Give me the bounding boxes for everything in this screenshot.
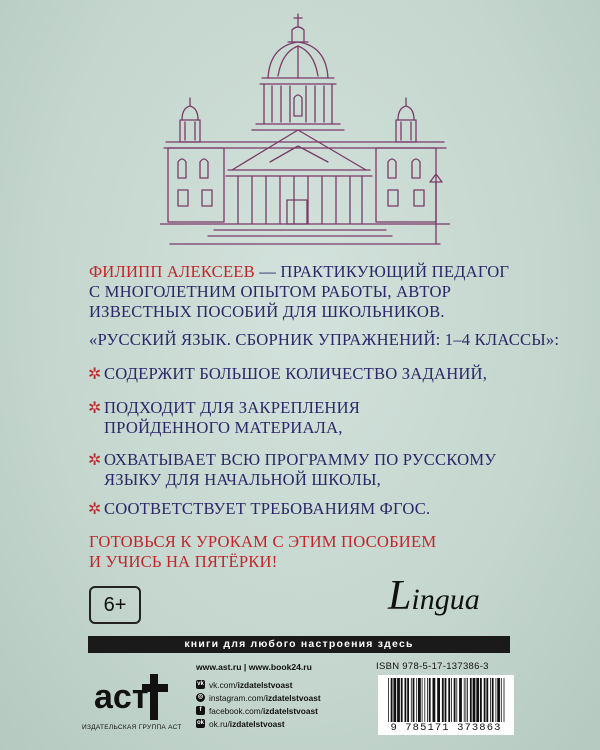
lingua-logo-initial: L bbox=[388, 573, 412, 619]
publisher-websites[interactable]: www.ast.ru | www.book24.ru bbox=[196, 662, 312, 672]
barcode-bar bbox=[473, 678, 476, 722]
barcode-bar bbox=[492, 678, 494, 722]
barcode-bar bbox=[459, 678, 462, 722]
barcode-bar bbox=[470, 678, 472, 722]
barcode-bar bbox=[496, 678, 497, 722]
barcode-bar bbox=[454, 678, 456, 722]
lingua-imprint-logo bbox=[388, 572, 480, 620]
barcode-bar bbox=[464, 678, 465, 722]
feature-3-line-2: ЯЗЫКУ ДЛЯ НАЧАЛЬНОЙ ШКОЛЫ, bbox=[104, 470, 381, 489]
barcode-bar bbox=[497, 678, 500, 722]
social-link-vk[interactable]: vk vk.com/ izdatelstvoast bbox=[197, 679, 293, 690]
bio-line-2: С МНОГОЛЕТНИМ ОПЫТОМ РАБОТЫ, АВТОР bbox=[89, 282, 452, 301]
barcode-bars bbox=[386, 678, 506, 722]
author-name: ФИЛИПП АЛЕКСЕЕВ bbox=[89, 262, 255, 281]
cta-line-1: ГОТОВЬСЯ К УРОКАМ С ЭТИМ ПОСОБИЕМ bbox=[89, 532, 437, 551]
bullet-star-icon: ✲ bbox=[88, 364, 102, 383]
bullet-star-icon: ✲ bbox=[88, 450, 102, 469]
vk-icon: vk bbox=[197, 681, 204, 687]
barcode-bar bbox=[433, 678, 436, 722]
barcode-bar bbox=[422, 678, 423, 722]
barcode-bar bbox=[448, 678, 450, 722]
feature-4-line-1: СООТВЕТСТВУЕТ ТРЕБОВАНИЯМ ФГОС. bbox=[104, 499, 431, 518]
lingua-logo-rest: ingua bbox=[411, 583, 480, 616]
barcode-bar bbox=[397, 678, 400, 722]
instagram-icon: ◎ bbox=[197, 694, 204, 700]
book-title-line: «РУССКИЙ ЯЗЫК. СБОРНИК УПРАЖНЕНИЙ: 1–4 КЛАССЫ»: bbox=[89, 330, 560, 349]
isbn-digits: 9 785171 373863 bbox=[390, 722, 502, 734]
barcode-bar bbox=[466, 678, 467, 722]
barcode-bar bbox=[442, 678, 444, 722]
isbn-label: ISBN 978-5-17-137386-3 bbox=[376, 661, 489, 672]
barcode-bar bbox=[445, 678, 447, 722]
feature-1-line-1: СОДЕРЖИТ БОЛЬШОЕ КОЛИЧЕСТВО ЗАДАНИЙ, bbox=[104, 364, 488, 383]
barcode-bar bbox=[451, 678, 452, 722]
tagline-text: книги для любого настроения здесь bbox=[184, 638, 414, 650]
social-link-facebook[interactable]: f facebook.com/ izdatelstvoast bbox=[196, 704, 321, 717]
barcode-bar bbox=[424, 678, 425, 722]
barcode-bar bbox=[501, 678, 502, 722]
publisher-links bbox=[196, 662, 321, 730]
barcode-bar bbox=[405, 678, 407, 722]
social-link-odnoklassniki[interactable]: ok ok.ru/ izdatelstvoast bbox=[196, 718, 285, 729]
barcode-bar bbox=[413, 678, 415, 722]
odnoklassniki-icon: ok bbox=[196, 720, 204, 726]
barcode-bar bbox=[490, 678, 491, 722]
barcode-bar bbox=[467, 678, 468, 722]
social-link-instagram[interactable]: ◎ instagram.com/ izdatelstvoast bbox=[197, 692, 321, 703]
barcode-bar bbox=[418, 678, 421, 722]
bio-line-1 bbox=[89, 262, 509, 282]
barcode-bar bbox=[504, 678, 505, 722]
feature-3-line-1: ОХВАТЫВАЕТ ВСЮ ПРОГРАММУ ПО РУССКОМУ bbox=[104, 450, 497, 469]
barcode-bar bbox=[388, 678, 389, 722]
barcode-bar bbox=[393, 678, 396, 722]
bio-line-1-rest: — ПРАКТИКУЮЩИЙ ПЕДАГОГ bbox=[254, 262, 510, 281]
bullet-star-icon: ✲ bbox=[88, 398, 102, 417]
barcode-bar bbox=[411, 678, 412, 722]
tagline-bar bbox=[88, 636, 510, 653]
barcode-bar bbox=[401, 678, 403, 722]
barcode-bar bbox=[416, 678, 417, 722]
barcode-bar bbox=[429, 678, 431, 722]
cathedral-sketch-illustration bbox=[160, 12, 450, 248]
feature-2-line-2: ПРОЙДЕННОГО МАТЕРИАЛА, bbox=[104, 418, 343, 437]
cta-line-2: И УЧИСЬ НА ПЯТЁРКИ! bbox=[89, 552, 278, 571]
bio-line-3: ИЗВЕСТНЫХ ПОСОБИЙ ДЛЯ ШКОЛЬНИКОВ. bbox=[89, 302, 445, 321]
bullet-star-icon: ✲ bbox=[88, 499, 102, 518]
barcode-bar bbox=[476, 678, 479, 722]
barcode-bar bbox=[486, 678, 488, 722]
barcode-bar bbox=[480, 678, 482, 722]
ast-logo-text: аст bbox=[94, 678, 149, 716]
feature-2-line-1: ПОДХОДИТ ДЛЯ ЗАКРЕПЛЕНИЯ bbox=[104, 398, 361, 417]
barcode-bar bbox=[437, 678, 440, 722]
facebook-icon: f bbox=[196, 706, 205, 715]
age-rating-badge: 6+ bbox=[89, 586, 141, 624]
barcode-bar bbox=[391, 678, 393, 722]
barcode-bar bbox=[456, 678, 457, 722]
barcode-bar bbox=[407, 678, 409, 722]
publisher-caption: ИЗДАТЕЛЬСКАЯ ГРУППА АСТ bbox=[82, 724, 182, 731]
barcode-bar bbox=[484, 678, 486, 722]
isbn-barcode bbox=[378, 675, 514, 735]
barcode-bar bbox=[427, 678, 428, 722]
